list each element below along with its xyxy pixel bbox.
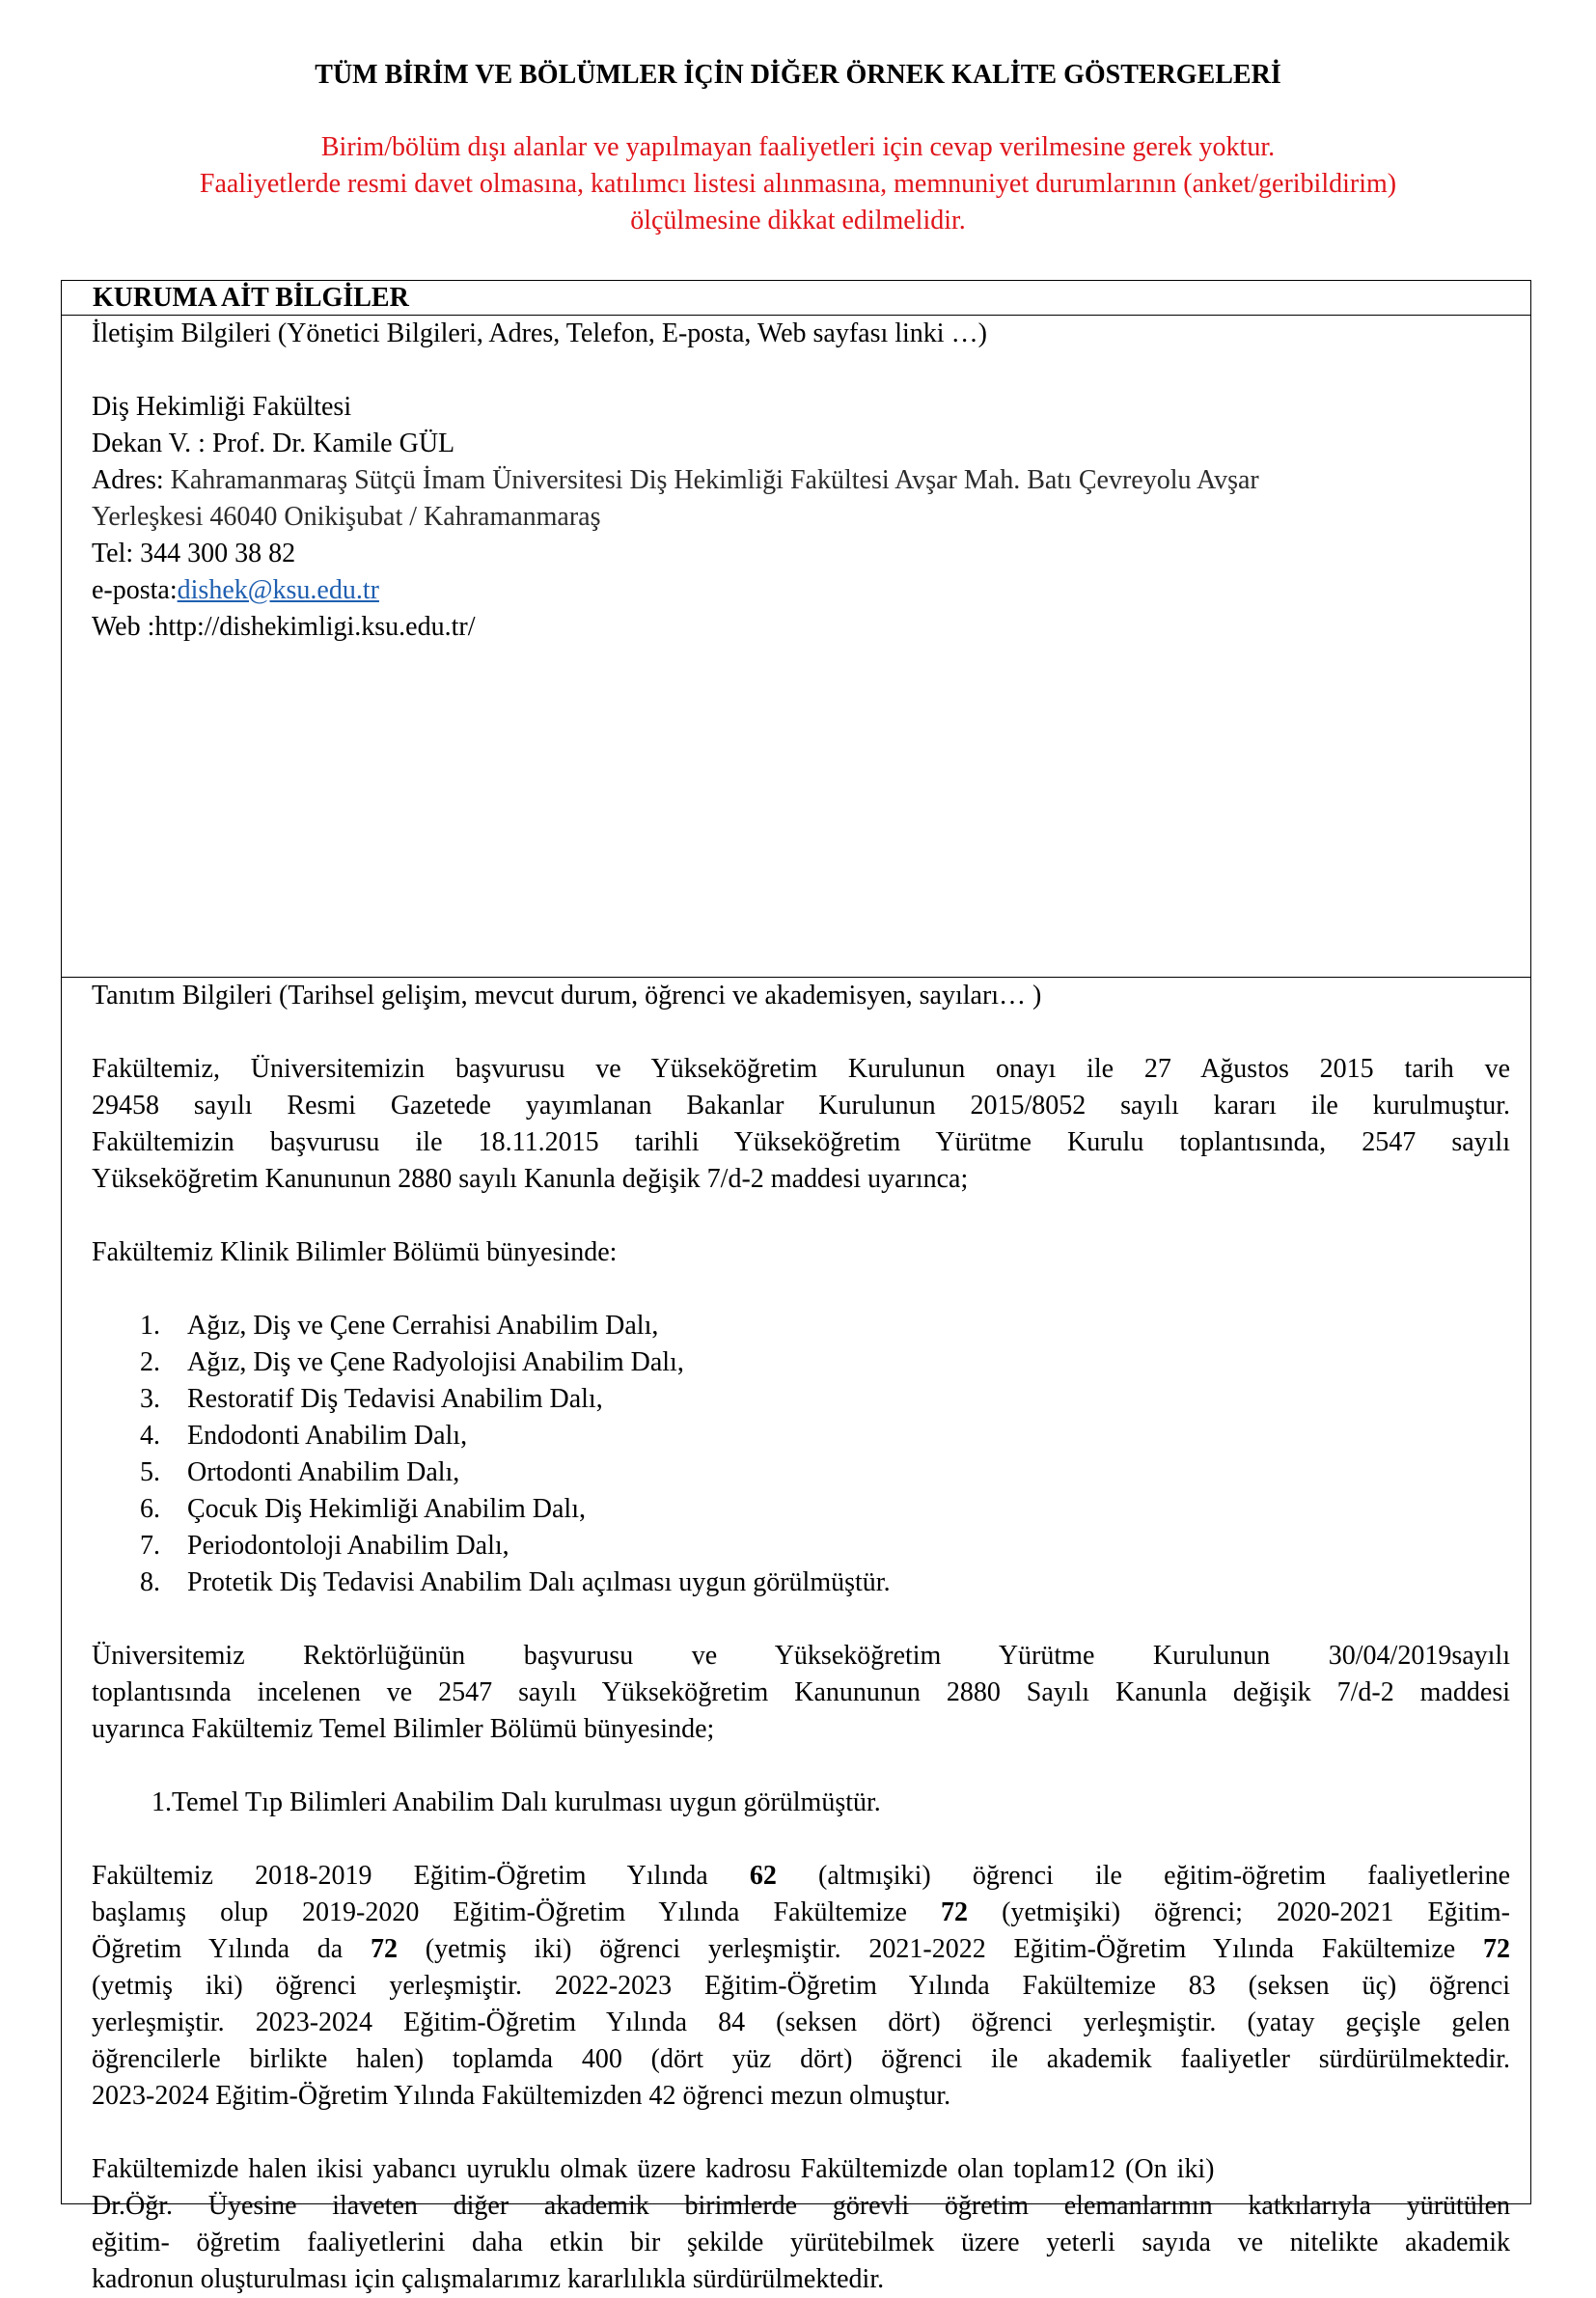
paragraph-line: 2023-2024 Eğitim-Öğretim Yılında Fakültemizden 42 öğrenci mezun olmuştur. xyxy=(92,2081,951,2111)
paragraph-line: Fakültemizde halen ikisi yabancı uyruklu olmak üzere kadrosu Fakültemizde olan toplam12 (On iki) xyxy=(92,2154,1215,2184)
paragraph-enrollment xyxy=(92,1858,1510,2115)
paragraph-line: 29458 sayılı Resmi Gazetede yayımlanan Bakanlar Kurulunun 2015/8052 sayılı kararı ile kurulmuştur. xyxy=(92,1091,1510,1121)
student-count: 72 xyxy=(371,1934,399,1964)
student-count: 72 xyxy=(1483,1934,1510,1964)
section-heading: KURUMA AİT BİLGİLER xyxy=(93,283,409,313)
paragraph-line: uyarınca Fakültemiz Temel Bilimler Bölümü bünyesinde; xyxy=(92,1714,715,1744)
paragraph-line: Dr.Öğr. Üyesine ilaveten diğer akademik birimlerde görevli öğretim elemanlarının katkılarıyla yürütülen xyxy=(92,2191,1510,2221)
paragraph-line: Üniversitemiz Rektörlüğünün başvurusu ve Yükseköğretim Yürütme Kurulunun 30/04/2019sayılı xyxy=(92,1641,1510,1671)
paragraph-line: Fakültemiz, Üniversitemizin başvurusu ve Yükseköğretim Kurulunun onayı ile 27 Ağustos 2015 tarih ve xyxy=(92,1054,1510,1084)
list-item: 2. Ağız, Diş ve Çene Radyolojisi Anabilim Dalı, xyxy=(140,1347,684,1377)
notice-line: ölçülmesine dikkat edilmelidir. xyxy=(630,206,966,235)
page-title: TÜM BİRİM VE BÖLÜMLER İÇİN DİĞER ÖRNEK KALİTE GÖSTERGELERİ xyxy=(315,60,1281,90)
email-label: e-posta: xyxy=(92,575,178,605)
paragraph-establishment xyxy=(92,1051,1510,1198)
address-line-2: Yerleşkesi 46040 Onikişubat / Kahramanmaraş xyxy=(92,502,601,532)
notice-line: Birim/bölüm dışı alanlar ve yapılmayan faaliyetleri için cevap verilmesine gerek yoktur. xyxy=(320,132,1276,162)
address-label: Adres: xyxy=(92,465,164,495)
paragraph-line: Fakültemizin başvurusu ile 18.11.2015 tarihli Yükseköğretim Yürütme Kurulu toplantısında, 2547 sayılı xyxy=(92,1127,1510,1157)
student-count: 62 xyxy=(749,1861,777,1891)
paragraph-basic-sciences xyxy=(92,1638,1510,1748)
clinical-intro: Fakültemiz Klinik Bilimler Bölümü bünyesinde: xyxy=(92,1237,618,1267)
list-item: 3. Restoratif Diş Tedavisi Anabilim Dalı, xyxy=(140,1384,603,1414)
address xyxy=(92,462,1510,499)
paragraph-line: Fakültemiz 2018-2019 Eğitim-Öğretim Yılında 62 (altmışiki) öğrenci ile eğitim-öğretim faaliyetlerine xyxy=(92,1861,1510,1891)
contact-info-cell xyxy=(62,316,1530,978)
paragraph-line: (yetmiş iki) öğrenci yerleşmiştir. 2022-2023 Eğitim-Öğretim Yılında Fakültemize 83 (seksen üç) öğrenci xyxy=(92,1971,1510,2001)
list-item: 5. Ortodonti Anabilim Dalı, xyxy=(140,1457,460,1487)
paragraph-staff xyxy=(92,2151,1510,2298)
email-row xyxy=(92,572,1510,609)
list-item: 1. Ağız, Diş ve Çene Cerrahisi Anabilim Dalı, xyxy=(140,1311,659,1341)
paragraph-line: yerleşmiştir. 2023-2024 Eğitim-Öğretim Yılında 84 (seksen dört) öğrenci yerleşmiştir. (yatay geçişle gelen xyxy=(92,2007,1510,2037)
student-count: 72 xyxy=(941,1897,969,1927)
website: Web :http://dishekimligi.ksu.edu.tr/ xyxy=(92,612,476,642)
dean-name: Dekan V. : Prof. Dr. Kamile GÜL xyxy=(92,429,455,458)
section-heading-row xyxy=(62,281,1530,316)
paragraph-line: öğrencilerle birlikte halen) toplamda 400 (dört yüz dört) öğrenci ile akademik faaliyetler sürdürülmektedir. xyxy=(92,2044,1510,2074)
intro-label: Tanıtım Bilgileri (Tarihsel gelişim, mevcut durum, öğrenci ve akademisyen, sayıları… ) xyxy=(92,981,1042,1011)
paragraph-line: toplantısında incelenen ve 2547 sayılı Yükseköğretim Kanununun 2880 Sayılı Kanunla değişik 7/d-2 maddesi xyxy=(92,1677,1510,1707)
faculty-name: Diş Hekimliği Fakültesi xyxy=(92,392,352,422)
list-item: 6. Çocuk Diş Hekimliği Anabilim Dalı, xyxy=(140,1494,586,1524)
list-item: 8. Protetik Diş Tedavisi Anabilim Dalı açılması uygun görülmüştür. xyxy=(140,1567,891,1597)
notice-line: Faaliyetlerde resmi davet olmasına, katılımcı listesi alınmasına, memnuniyet durumlarının (anket/geribildirim) xyxy=(199,169,1397,199)
list-item: 7. Periodontoloji Anabilim Dalı, xyxy=(140,1531,509,1561)
notice-text xyxy=(0,129,1596,239)
email-link[interactable]: dishek@ksu.edu.tr xyxy=(177,575,379,605)
address-line-1: Kahramanmaraş Sütçü İmam Üniversitesi Diş Hekimliği Fakültesi Avşar Mah. Batı Çevreyolu Avşar xyxy=(163,465,1259,495)
paragraph-line: eğitim- öğretim faaliyetlerini daha etkin bir şekilde yürütebilmek üzere yeterli sayıda ve nitelikte akademik xyxy=(92,2228,1510,2257)
paragraph-line: Öğretim Yılında da 72 (yetmiş iki) öğrenci yerleşmiştir. 2021-2022 Eğitim-Öğretim Yılında Fakültemize 72 xyxy=(92,1934,1510,1964)
contact-label: İletişim Bilgileri (Yönetici Bilgileri, Adres, Telefon, E-posta, Web sayfası linki …) xyxy=(92,318,987,348)
intro-info-cell xyxy=(62,978,1530,2294)
basic-unit: 1.Temel Tıp Bilimleri Anabilim Dalı kurulması uygun görülmüştür. xyxy=(151,1787,881,1817)
paragraph-line: Yükseköğretim Kanununun 2880 sayılı Kanunla değişik 7/d-2 maddesi uyarınca; xyxy=(92,1164,969,1194)
paragraph-line: kadronun oluşturulması için çalışmalarımız kararlılıkla sürdürülmektedir. xyxy=(92,2264,885,2294)
list-item: 4. Endodonti Anabilim Dalı, xyxy=(140,1421,468,1451)
institution-info-table xyxy=(61,280,1531,2294)
clinical-units-list xyxy=(92,1308,1510,1601)
phone: Tel: 344 300 38 82 xyxy=(92,539,296,568)
paragraph-line: başlamış olup 2019-2020 Eğitim-Öğretim Yılında Fakültemize 72 (yetmişiki) öğrenci; 2020-2021 Eğitim- xyxy=(92,1897,1510,1927)
